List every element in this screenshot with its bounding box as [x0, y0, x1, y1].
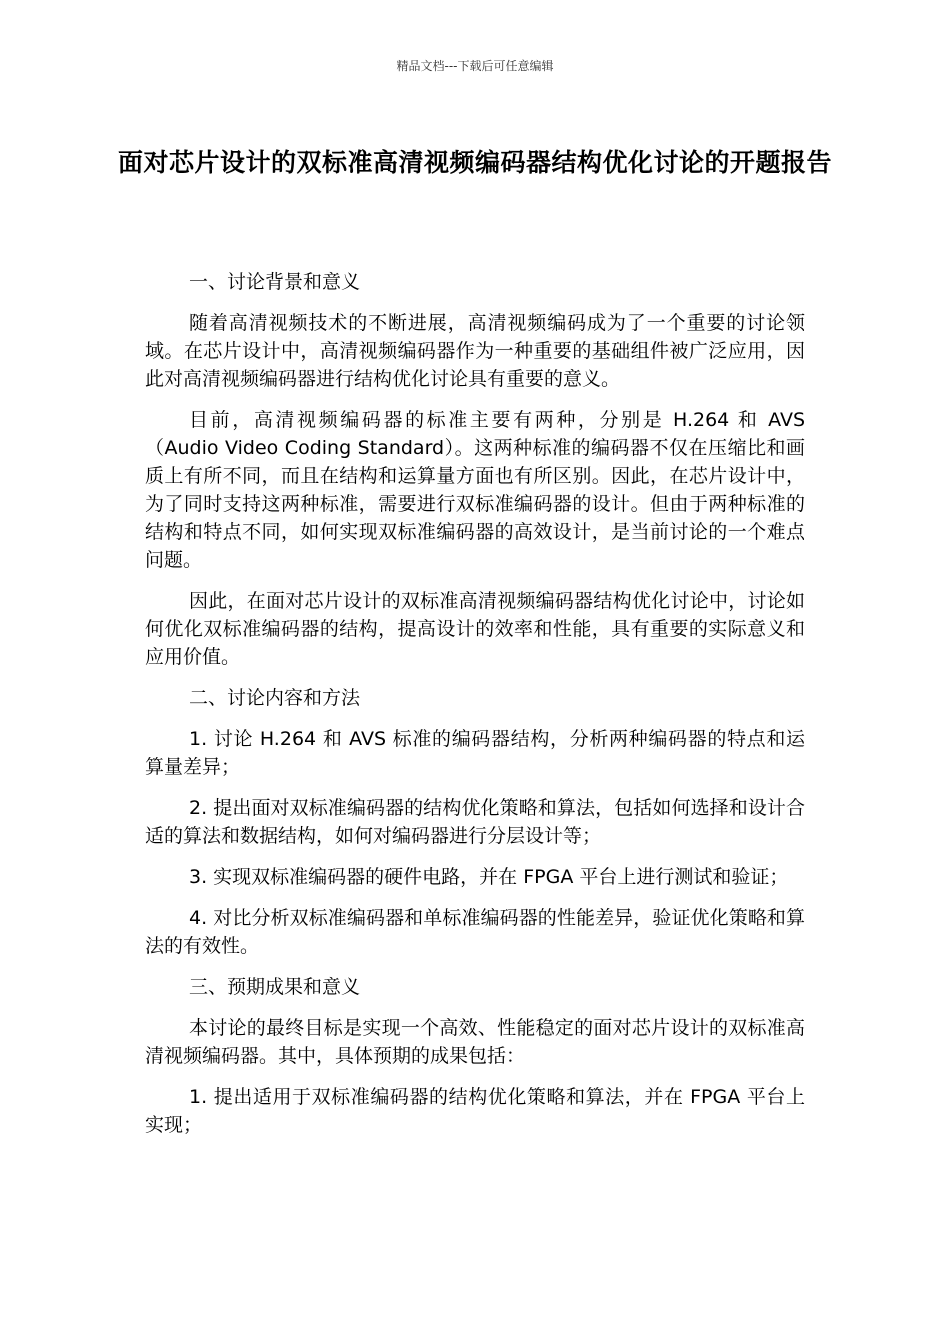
list-item: 2. 提出面对双标准编码器的结构优化策略和算法，包括如何选择和设计合适的算法和数据结构，如何对编码器进行分层设计等；: [145, 797, 805, 847]
section-heading-methods: 二、讨论内容和方法: [189, 687, 361, 709]
document-title: 面对芯片设计的双标准高清视频编码器结构优化讨论的开题报告: [117, 148, 832, 177]
document-body: [145, 268, 805, 1152]
list-item: 3. 实现双标准编码器的硬件电路，并在 FPGA 平台上进行测试和验证；: [189, 866, 789, 888]
section-heading-outcomes: 三、预期成果和意义: [189, 976, 361, 998]
list-item: 1. 提出适用于双标准编码器的结构优化策略和算法，并在 FPGA 平台上实现；: [145, 1086, 805, 1136]
paragraph: 随着高清视频技术的不断进展，高清视频编码成为了一个重要的讨论领域。在芯片设计中，高清视频编码器作为一种重要的基础组件被广泛应用，因此对高清视频编码器进行结构优化讨论具有重要的意义。: [145, 312, 805, 390]
section-heading-background: 一、讨论背景和意义: [189, 271, 361, 293]
page-header: 精品文档---下载后可任意编辑: [396, 59, 554, 73]
paragraph: 因此，在面对芯片设计的双标准高清视频编码器结构优化讨论中，讨论如何优化双标准编码器的结构，提高设计的效率和性能，具有重要的实际意义和应用价值。: [145, 590, 805, 668]
list-item: 1. 讨论 H.264 和 AVS 标准的编码器结构，分析两种编码器的特点和运算量差异；: [145, 728, 805, 778]
paragraph: 本讨论的最终目标是实现一个高效、性能稳定的面对芯片设计的双标准高清视频编码器。其中，具体预期的成果包括：: [145, 1017, 805, 1067]
list-item: 4. 对比分析双标准编码器和单标准编码器的性能差异，验证优化策略和算法的有效性。: [145, 907, 805, 957]
paragraph: 目前，高清视频编码器的标准主要有两种，分别是 H.264 和 AVS（Audio Video Coding Standard）。这两种标准的编码器不仅在压缩比和画质上有所不同，而且在结构和运算量方面也有所区别。因此，在芯片设计中，为了同时支持这两种标准，需要进行双标准编码器的设计。但由于两种标准的结构和特点不同，如何实现双标准编码器的高效设计，是当前讨论的一个难点问题。: [145, 409, 805, 571]
